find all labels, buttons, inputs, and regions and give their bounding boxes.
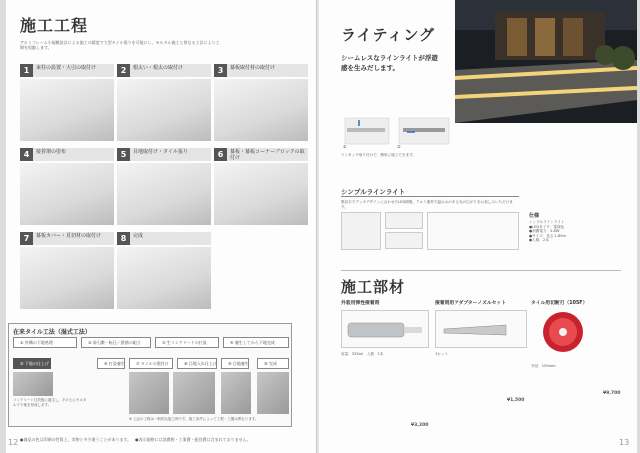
intro-text: アルミフレーム小規模設計による施工の精度で大型タイル張りを可能にし、モルタル施工と異なる工法により工期を短縮します。 xyxy=(20,40,220,50)
step-photo xyxy=(20,163,114,225)
part-price: ¥3,200 xyxy=(411,423,429,428)
lighting-catch: シームレスなラインライトが浮遊感を生みだします。 xyxy=(341,54,438,72)
step-number: 1 xyxy=(20,64,33,77)
section-divider xyxy=(341,270,621,271)
step-photo xyxy=(20,247,114,309)
part-name: 接着剤用アダプターノズルセット xyxy=(435,301,506,306)
part-name: タイル用切断刃（105F） xyxy=(531,301,588,306)
part-name: 外装用弾性接着剤 xyxy=(341,301,380,306)
diagram-note: ワンタッチ取り付けで、簡単に施工できます。 xyxy=(341,153,416,157)
step-number: 3 xyxy=(214,64,227,77)
light-product xyxy=(427,212,519,250)
process-photo xyxy=(13,372,53,396)
process-step: ⑥ 打設養生 xyxy=(97,358,125,369)
process-footnote: ※ 上記の工程は一般的な施工例です。施工条件によって工程・工期は異なります。 xyxy=(129,417,259,421)
step-card xyxy=(214,148,308,228)
process-step: ① 外構の下地処理 xyxy=(13,337,77,348)
step-number: 6 xyxy=(214,148,227,161)
process-photo xyxy=(257,372,289,414)
step-label: 幕板・幕板コーナーブロックの取付け xyxy=(230,149,305,161)
spec-line: ●サイズ：長さ 1.80m xyxy=(529,233,567,238)
step-photo xyxy=(214,163,308,225)
part-spec: 1セット xyxy=(435,352,449,356)
process-photo xyxy=(129,372,169,414)
step-number: 5 xyxy=(117,148,130,161)
step-number: 7 xyxy=(20,232,33,245)
step-card xyxy=(20,232,114,312)
page-number: 12 xyxy=(8,438,19,447)
comparison-box xyxy=(8,323,292,427)
process-step: ⑨ 目地養生 xyxy=(221,358,249,369)
part-price: ¥1,500 xyxy=(507,398,525,403)
step-photo xyxy=(20,79,114,141)
process-step: ⑤ 下地の仕上げ xyxy=(13,358,51,369)
spec-title: 仕様 xyxy=(529,213,540,219)
process-step: ⑩ 完成 xyxy=(257,358,289,369)
spec-line: ●LEDタイプ：電球色 xyxy=(529,224,565,229)
page-number: 13 xyxy=(619,438,630,447)
divider xyxy=(341,196,519,197)
light-photo xyxy=(341,212,381,250)
part-spec: 容量：333ml 入数：1本 xyxy=(341,352,384,356)
step-photo xyxy=(117,163,211,225)
step-photo xyxy=(214,79,308,141)
step-label: 目地取付け・タイル張り xyxy=(133,149,188,155)
step-card xyxy=(20,64,114,144)
process-step: ③ 生コンクリートの打設 xyxy=(155,337,219,348)
process-photo xyxy=(221,372,251,414)
install-diagram xyxy=(341,112,453,150)
part-spec: 外径：105mm xyxy=(531,364,556,368)
spec-line: ●入数：2本 xyxy=(529,238,549,243)
left-page xyxy=(6,0,317,453)
spec-line: ●消費電力：2.8W xyxy=(529,229,560,234)
part-price: ¥9,700 xyxy=(603,391,621,396)
blade-photo xyxy=(541,310,585,354)
step-label: 幕板カバー・見切材の取付け xyxy=(36,233,102,239)
light-detail xyxy=(385,232,423,249)
step-card xyxy=(214,64,308,144)
step-card xyxy=(117,232,211,312)
step-label: 幕板取付材の取付け xyxy=(230,65,276,71)
lighting-title: ライティング xyxy=(341,26,436,44)
spec-line: シンプルラインライト xyxy=(529,220,565,224)
nozzle-photo xyxy=(435,310,527,348)
light-detail xyxy=(385,212,423,229)
svg-text:①: ① xyxy=(343,144,347,149)
adhesive-photo xyxy=(341,310,429,348)
step-label: 束柱の設置・大引の取付け xyxy=(36,65,97,71)
simple-line-text: 既存木でデッキデザインに合わせたLED照明。アルミ素材で温かみのある光の広がりをお楽しみいただけます。 xyxy=(341,200,513,209)
parts-title: 施工部材 xyxy=(341,278,406,296)
page-title: 施工工程 xyxy=(20,16,89,35)
process-note: コンクリート打設後に養生し、その上にモルタルで下地を形成します。 xyxy=(13,398,87,407)
step-card xyxy=(20,148,114,228)
process-step: ② 砕石敷・転圧／鉄筋の組立 xyxy=(81,337,151,348)
page-footnote: ●商品の色は印刷の性質上、実物と多少違うことがあります。 ●表示価格には消費税・工事費・配送費は含まれておりません。 xyxy=(20,437,251,442)
spec-list xyxy=(529,220,629,243)
svg-text:②: ② xyxy=(397,144,401,149)
right-page xyxy=(319,0,637,453)
step-photo xyxy=(117,79,211,141)
step-number: 8 xyxy=(117,232,130,245)
step-number: 4 xyxy=(20,148,33,161)
step-card xyxy=(117,148,211,228)
step-photo xyxy=(117,247,211,309)
comparison-title: 在来タイル工法（湿式工法） xyxy=(13,329,91,336)
process-step: ⑦ タイルの張付け xyxy=(129,358,173,369)
simple-line-title: シンプルラインライト xyxy=(341,188,406,196)
step-number: 2 xyxy=(117,64,130,77)
process-step: ④ 養生してから下地完成 xyxy=(223,337,289,348)
step-label: 完成 xyxy=(133,233,144,239)
lighting-photo xyxy=(455,0,637,123)
process-photo xyxy=(173,372,215,414)
step-card xyxy=(117,64,211,144)
step-label: 根太い・根太の取付け xyxy=(133,65,184,71)
step-label: 接着剤の塗布 xyxy=(36,149,67,155)
process-step: ⑧ 目地入れ仕上げ xyxy=(177,358,217,369)
